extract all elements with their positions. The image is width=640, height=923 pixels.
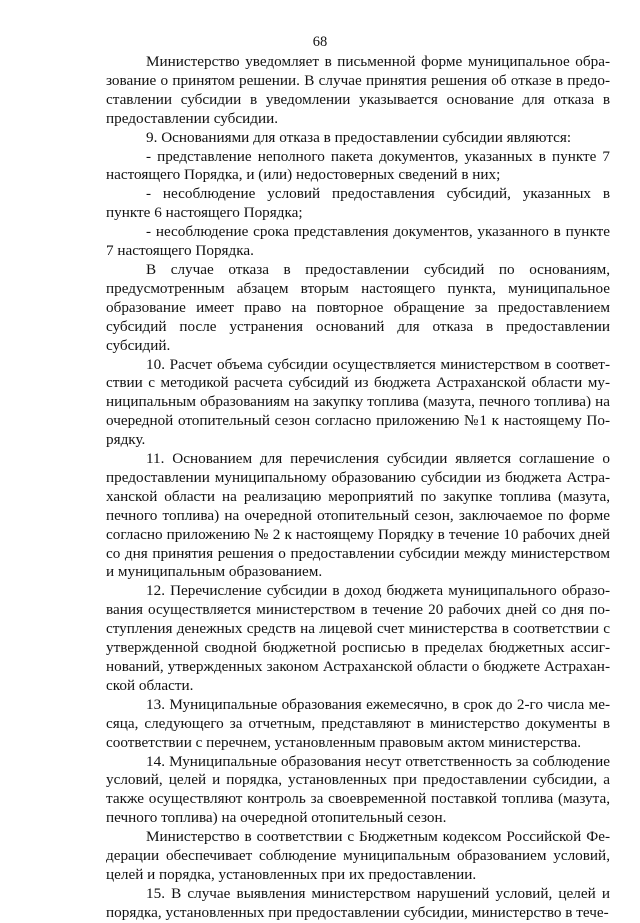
page-number: 68 bbox=[312, 34, 328, 50]
paragraph-13-reporting: 13. Муниципальные образования ежемесячно, в срок до 2-го числа месяца, следующего за отчетным, представляют в министерство документы в соответствии с перечнем, установленным правовым актом министерства. bbox=[106, 695, 610, 751]
paragraph-9-grounds: 9. Основаниями для отказа в предоставлении субсидии являются: bbox=[146, 128, 572, 146]
list-item-conditions-violation: - несоблюдение условий предоставления субсидий, указанных в пункте 6 настоящего Порядка; bbox=[106, 185, 610, 222]
paragraph-notification: Министерство уведомляет в письменной форме муниципальное образование о принятом решении. В случае принятия решения об отказе в предоставлении субсидии в уведомлении указывается основание для отказа в предоставлении субсидии. bbox=[106, 53, 610, 127]
paragraph-ministry-control: Министерство в соответствии с Бюджетным кодексом Российской Федерации обеспечивает соблюдение муниципальным образованием условий, целей и порядка, установленных при их предоставлении. bbox=[106, 828, 610, 883]
paragraph-11-agreement: 11. Основанием для перечисления субсидии является соглашение о предоставлении муниципальному образованию субсидии из бюджета Астраханской области на реализацию мероприятий по закупке топлива (мазута, печного топлива) на очередной отопительный сезон, заключаемое по форме согласно приложению № 2 к настоящему Порядку в течение 10 рабочих дней со дня принятия решения о предоставлении субсидии между министерством и муниципальным образованием. bbox=[106, 450, 610, 581]
paragraph-refusal-reapplication: В случае отказа в предоставлении субсидий по основаниям, предусмотренным абзацем вторым настоящего пункта, муниципальное образование имеет право на повторное обращение за предоставлением субсидий после устранения оснований для отказа в предоставлении субсидий. bbox=[106, 260, 610, 354]
list-item-deadline-violation: - несоблюдение срока представления документов, указанного в пункте 7 настоящего Порядка. bbox=[106, 223, 610, 260]
document-body bbox=[106, 53, 610, 923]
paragraph-12-transfer: 12. Перечисление субсидии в доход бюджета муниципального образования осуществляется министерством в течение 20 рабочих дней со дня поступления денежных средств на лицевой счет министерства в соответствии с утвержденной сводной бюджетной росписью в пределах бюджетных ассигнований, утвержденных законом Астраханской области о бюджете Астраханской области. bbox=[106, 582, 610, 694]
paragraph-14-responsibility: 14. Муниципальные образования несут ответственность за соблюдение условий, целей и порядка, установленных при предоставлении субсидии, а также осуществляют контроль за своевременной поставкой топлива (мазута, печного топлива) на очередной отопительный сезон. bbox=[106, 752, 610, 827]
list-item-incomplete-documents: - представление неполного пакета документов, указанных в пункте 7 настоящего Порядка, и (или) недостоверных сведений в них; bbox=[106, 147, 610, 184]
paragraph-10-calculation: 10. Расчет объема субсидии осуществляется министерством в соответствии с методикой расчета субсидий из бюджета Астраханской области муниципальным образованиям на закупку топлива (мазута, печного топлива) на очередной отопительный сезон согласно приложению №1 к настоящему Порядку. bbox=[106, 355, 610, 449]
paragraph-15-violations: 15. В случае выявления министерством нарушений условий, целей и порядка, установленных при предоставлении субсидии, министерство в тече- bbox=[106, 884, 610, 921]
